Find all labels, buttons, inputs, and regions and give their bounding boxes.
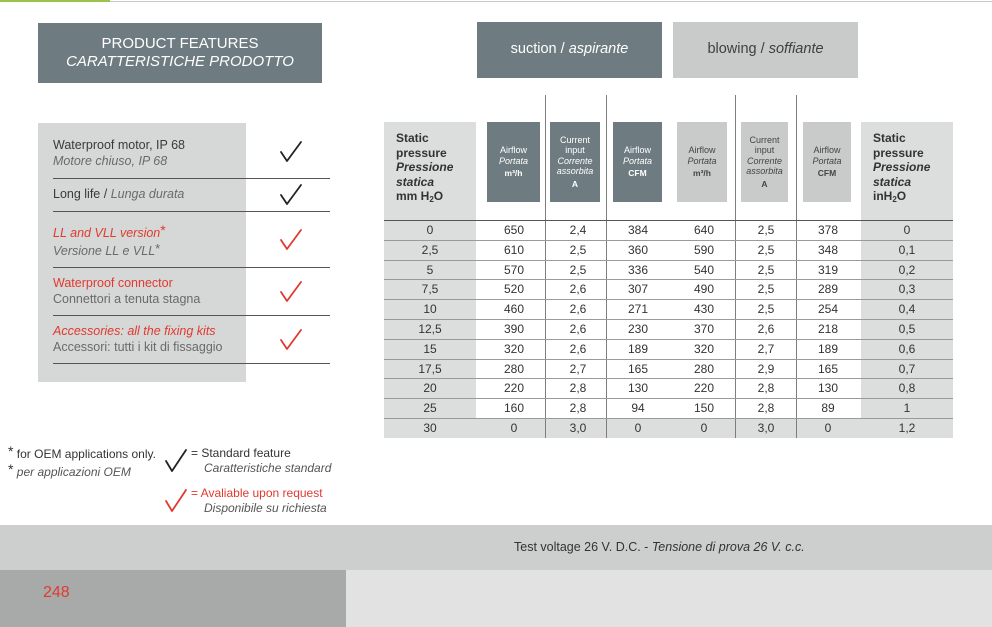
feature-divider [53,178,330,179]
check-dark-icon [278,139,304,165]
tab-suction-label-it: aspirante [568,41,629,57]
test-voltage-text-it: Tensione di prova 26 V. c.c. [651,540,805,554]
asterisk-mark: * [155,241,161,256]
col-header-suction-current [550,122,600,202]
tab-suction[interactable] [477,22,662,78]
cell-suction-airflow-m3h: 0 [510,421,518,435]
legend-standard-text-it: Caratteristiche standard [204,461,332,475]
features-title-it: CARATTERISTICHE PRODOTTO [66,53,294,70]
cell-blowing-airflow-cfm: 89 [821,401,835,416]
unit-sub: 2 [429,195,434,204]
header-text-it: Pressione [396,160,454,174]
header-text: input [754,145,775,156]
unit-text: mm H [396,189,430,203]
cell-suction-current: 2,6 [569,341,587,356]
cell-static-pressure-inh2o: 0,4 [898,302,916,317]
top-accent-bar [0,0,110,2]
cell-blowing-airflow-cfm: 319 [817,262,839,277]
check-red-icon [278,227,304,253]
header-text-it: Portata [622,155,653,166]
row-divider [384,378,953,379]
row-divider [384,398,953,399]
page-number: 248 [43,584,70,601]
cell-static-pressure-inh2o: 0,7 [898,361,916,376]
cell-blowing-airflow-m3h: 640 [693,223,715,237]
feature-waterproof-motor [53,137,185,169]
tab-blowing-label-it: soffiante [768,41,824,57]
cell-suction-current: 2,8 [569,401,587,416]
asterisk-mark: * [8,461,14,477]
cell-suction-current: 2,7 [569,361,587,376]
cell-suction-airflow-m3h: 160 [503,401,525,416]
feature-divider [53,315,330,316]
unit-text: O [433,189,444,203]
cell-suction-airflow-cfm: 130 [627,381,649,396]
feature-divider [53,267,330,268]
cell-blowing-airflow-cfm: 130 [817,381,839,396]
unit-text: m³/h [693,168,711,179]
header-text-it: Corrente [557,155,593,166]
header-text-it: Pressione [873,160,931,174]
unit-text: CFM [817,168,837,179]
static-pressure-inh2o-header [873,131,930,208]
unit-text: A [571,178,579,189]
cell-suction-airflow-m3h: 220 [503,381,525,396]
row-divider [384,279,953,280]
cell-suction-airflow-cfm: 189 [627,341,649,356]
cell-suction-airflow-cfm: 384 [627,223,649,237]
tab-blowing[interactable] [673,22,858,78]
cell-blowing-airflow-cfm: 165 [817,361,839,376]
cell-blowing-airflow-cfm: 254 [817,302,839,317]
feature-divider [53,363,330,364]
cell-suction-airflow-m3h: 650 [503,223,525,237]
col-header-suction-airflow-cfm [613,122,662,202]
cell-suction-airflow-m3h: 520 [503,282,525,297]
cell-blowing-airflow-m3h: 590 [693,242,715,257]
asterisk-mark: * [8,443,14,459]
header-text: input [565,145,585,156]
header-text-it: Portata [812,155,842,166]
cell-static-pressure-mm: 25 [423,401,437,416]
cell-blowing-airflow-m3h: 320 [693,341,715,356]
cell-blowing-airflow-cfm: 348 [817,242,839,257]
asterisk-mark: * [160,222,166,238]
feature-label-it: Motore chiuso, IP 68 [53,154,168,168]
test-voltage-text: Test voltage 26 V. D.C. - [514,540,649,554]
static-pressure-mm-header [396,131,453,208]
header-text-it: Portata [498,155,529,166]
cell-suction-current: 2,4 [569,223,587,237]
feature-label-it: Accessori: tutti i kit di fissaggio [53,340,223,354]
unit-sub: 2 [892,195,897,204]
cell-static-pressure-mm: 2,5 [421,242,439,257]
oem-note [8,444,156,480]
header-text: Static [873,131,906,145]
legend-standard-text: = Standard feature [191,446,291,460]
cell-blowing-airflow-cfm: 378 [817,223,839,237]
feature-label: Waterproof connector [53,276,173,290]
header-text: Airflow [623,145,651,156]
feature-label: Accessories: all the fixing kits [53,324,216,338]
header-text: Airflow [499,145,527,156]
tab-blowing-label: blowing / [707,41,765,57]
cell-suction-airflow-m3h: 280 [503,361,525,376]
cell-suction-airflow-cfm: 230 [627,322,649,336]
footer-right-band [346,570,992,627]
check-dark-icon [278,182,304,208]
cell-static-pressure-inh2o: 0,5 [898,322,916,336]
legend-request-text: = Avaliable upon request [191,486,323,500]
cell-static-pressure-inh2o: 0,1 [898,242,916,257]
row-divider [384,339,953,340]
col-header-blowing-current [741,122,788,202]
cell-suction-airflow-cfm: 271 [627,302,649,317]
cell-blowing-airflow-cfm: 218 [817,322,839,336]
cell-suction-current: 2,5 [569,262,587,277]
row-divider [384,240,953,241]
table-last-row-panel [384,418,953,438]
header-text: Airflow [688,145,716,156]
cell-static-pressure-inh2o: 0,3 [898,282,916,297]
cell-suction-current: 2,6 [569,282,587,297]
cell-suction-airflow-cfm: 360 [627,242,649,257]
cell-blowing-airflow-m3h: 150 [693,401,715,416]
header-text: pressure [873,145,924,160]
cell-blowing-current: 2,5 [757,282,775,297]
header-text: Current [749,134,780,145]
feature-divider [53,211,330,212]
cell-suction-airflow-cfm: 165 [627,361,649,376]
cell-suction-airflow-m3h: 460 [503,302,525,317]
check-dark-icon [163,447,189,475]
column-divider [796,95,797,438]
cell-static-pressure-mm: 7,5 [421,282,439,297]
cell-blowing-current: 2,5 [757,302,775,317]
unit-text: A [761,178,768,189]
cell-suction-current: 2,6 [569,322,587,336]
unit-text: O [896,189,907,203]
cell-blowing-airflow-m3h: 0 [700,421,708,435]
cell-suction-airflow-m3h: 610 [503,242,525,257]
cell-suction-airflow-m3h: 320 [503,341,525,356]
cell-suction-airflow-m3h: 570 [503,262,525,277]
cell-suction-airflow-cfm: 307 [627,282,649,297]
cell-static-pressure-inh2o: 0,2 [898,262,916,277]
cell-static-pressure-mm: 20 [423,381,437,396]
feature-long-life [53,186,184,202]
check-red-icon [278,279,304,305]
col-header-blowing-airflow-m3h [677,122,727,202]
header-text-it: assorbita [746,166,783,177]
legend-request [191,486,327,516]
row-divider [384,418,953,419]
row-divider [384,299,953,300]
header-text: pressure [396,145,447,160]
cell-blowing-airflow-m3h: 370 [693,322,715,336]
feature-label: Waterproof motor, IP 68 [53,138,186,152]
cell-suction-current: 3,0 [569,421,587,435]
test-voltage-note [514,540,805,554]
cell-suction-current: 2,5 [569,242,587,257]
col-header-blowing-airflow-cfm [803,122,851,202]
row-divider [384,260,953,261]
cell-suction-airflow-m3h: 390 [503,322,525,336]
cell-blowing-airflow-cfm: 289 [817,282,839,297]
cell-blowing-airflow-m3h: 540 [693,262,715,277]
feature-label: Long life / [53,187,108,201]
cell-suction-airflow-cfm: 336 [627,262,649,277]
header-text: Current [559,134,590,145]
cell-static-pressure-inh2o: 1 [903,401,911,416]
column-divider [545,95,546,438]
cell-blowing-current: 2,6 [757,322,775,336]
feature-ll-vll [53,222,166,259]
oem-note-text-it: per applicazioni OEM [16,465,131,479]
cell-static-pressure-mm: 10 [423,302,437,317]
header-text-it: assorbita [556,166,594,177]
cell-suction-airflow-cfm: 94 [631,401,645,416]
cell-blowing-current: 2,8 [757,381,775,396]
header-text: Airflow [813,145,841,156]
row-divider [384,359,953,360]
cell-blowing-airflow-cfm: 189 [817,341,839,356]
unit-text: m³/h [504,168,523,179]
header-text-it: statica [873,174,912,189]
cell-static-pressure-mm: 5 [426,262,434,277]
tab-suction-label: suction / [510,41,565,57]
row-divider [384,319,953,320]
feature-label-it: Connettori a tenuta stagna [53,292,201,306]
cell-blowing-airflow-m3h: 280 [693,361,715,376]
cell-static-pressure-mm: 0 [426,223,434,237]
cell-static-pressure-inh2o: 0 [903,223,911,237]
cell-blowing-airflow-cfm: 0 [824,421,832,435]
header-text: Static [396,131,429,145]
legend-request-text-it: Disponibile su richiesta [204,501,327,515]
feature-accessories [53,323,223,355]
col-header-suction-airflow-m3h [487,122,540,202]
top-rule [110,1,992,2]
cell-static-pressure-inh2o: 0,6 [898,341,916,356]
product-features-header [38,23,322,83]
legend-standard [191,446,331,476]
cell-blowing-airflow-m3h: 220 [693,381,715,396]
cell-blowing-current: 2,7 [757,341,775,356]
cell-static-pressure-inh2o: 1,2 [898,421,916,435]
cell-blowing-current: 2,5 [757,242,775,257]
feature-label-it: Versione LL e VLL [53,244,156,258]
oem-note-text: for OEM applications only. [16,447,156,461]
cell-suction-current: 2,6 [569,302,587,317]
cell-blowing-current: 2,8 [757,401,775,416]
unit-text: CFM [628,168,647,179]
cell-static-pressure-mm: 30 [423,421,437,435]
header-text-it: statica [396,174,435,189]
cell-blowing-airflow-m3h: 490 [693,282,715,297]
header-text-it: Corrente [746,155,782,166]
cell-blowing-current: 2,9 [757,361,775,376]
feature-waterproof-connector [53,275,200,307]
check-red-icon [278,327,304,353]
cell-static-pressure-mm: 17,5 [418,361,442,376]
cell-blowing-current: 2,5 [757,223,775,237]
cell-blowing-current: 3,0 [757,421,775,435]
table-header-rule [384,220,953,221]
footer-band [0,525,992,570]
feature-label: LL and VLL version [53,226,161,240]
cell-static-pressure-mm: 15 [423,341,437,356]
features-title: PRODUCT FEATURES [101,35,259,52]
cell-blowing-airflow-m3h: 430 [693,302,715,317]
cell-blowing-current: 2,5 [757,262,775,277]
cell-static-pressure-inh2o: 0,8 [898,381,916,396]
unit-text: inH [873,189,893,203]
check-red-icon [163,487,189,515]
cell-suction-airflow-cfm: 0 [634,421,642,435]
cell-static-pressure-mm: 12,5 [418,322,442,336]
header-text-it: Portata [687,155,717,166]
feature-label-it: Lunga durata [110,187,185,201]
cell-suction-current: 2,8 [569,381,587,396]
